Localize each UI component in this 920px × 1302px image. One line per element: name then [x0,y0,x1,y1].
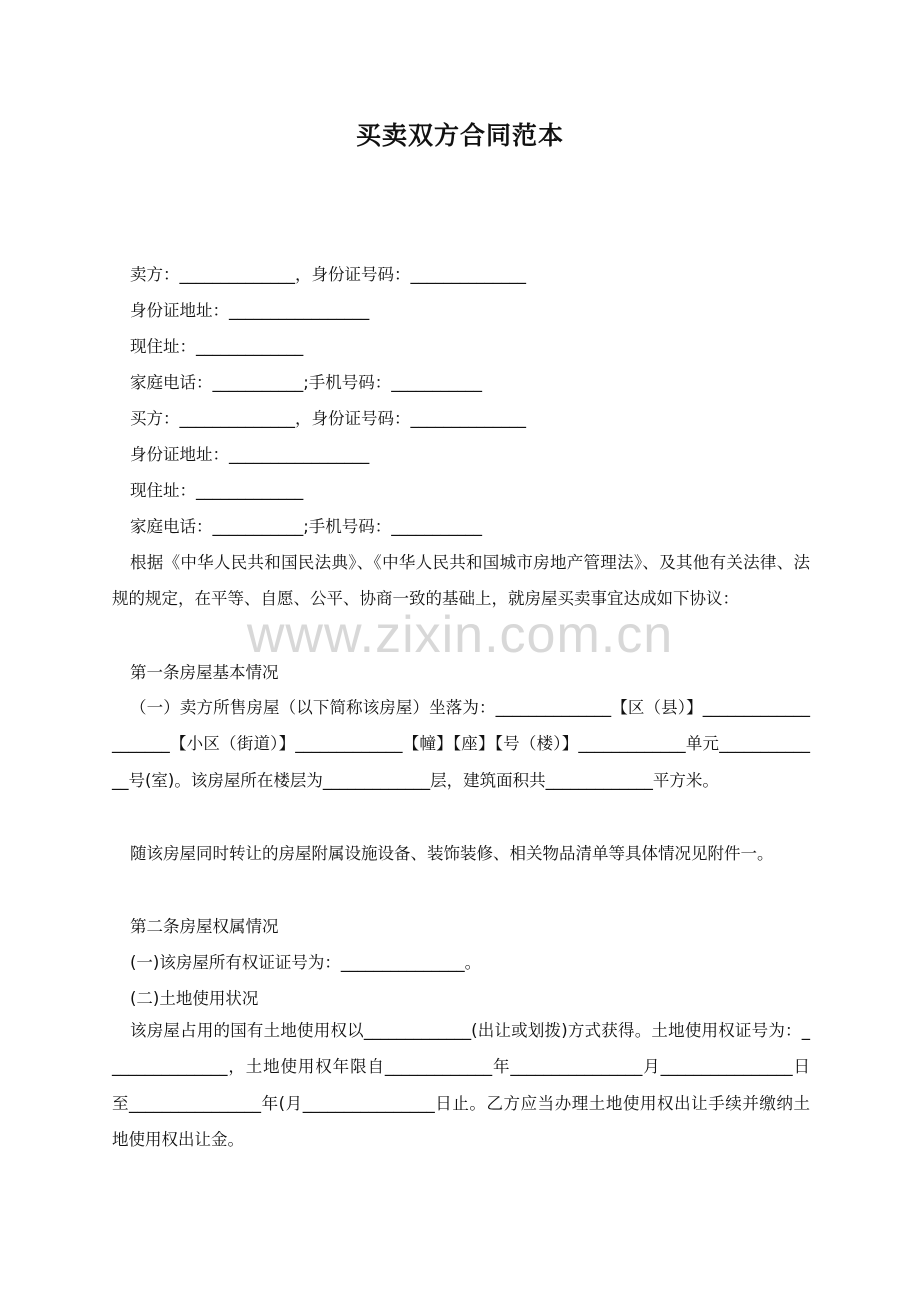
article2-clause1: (一)该房屋所有权证证号为：_______________。 [130,953,482,972]
watermark: www.zixin.com.cn [246,606,674,664]
seller-phone-line: 家庭电话：___________;手机号码：___________ [130,373,483,392]
article2-heading: 第二条房屋权属情况 [130,917,279,936]
seller-current-address-line: 现住址：_____________ [130,337,304,356]
article1-clause2: 随该房屋同时转让的房屋附属设施设备、装饰装修、相关物品清单等具体情况见附件一。 [130,844,774,863]
seller-id-address-line: 身份证地址：_________________ [130,301,370,320]
buyer-id-address-line: 身份证地址：_________________ [130,445,370,464]
article2-clause2-heading: (二)土地使用状况 [130,989,259,1008]
article1-clause1: （一）卖方所售房屋（以下简称该房屋）坐落为：______________【区（县）】____________________【小区（街道）】_____________【幢】【座】【号（楼）】_____________单元_____________号(室)。该房屋所在楼层为_____________层，建筑面积共_____________平方米。 [112,698,810,790]
document-title: 买卖双方合同范本 [355,121,564,150]
article2-clause2: 该房屋占用的国有土地使用权以_____________(出让或划拨)方式获得。土地使用权证号为：_______________，土地使用权年限自_____________年________________月________________日至________________年(月________________日止。乙方应当办理土地使用权出让手续并缴纳土地使用权出让金。 [112,1021,810,1149]
article1-heading: 第一条房屋基本情况 [130,663,279,682]
buyer-id-line: 买方：______________，身份证号码：______________ [130,409,526,428]
preamble-paragraph: 根据《中华人民共和国民法典》、《中华人民共和国城市房地产管理法》、及其他有关法律、法规的规定，在平等、自愿、公平、协商一致的基础上，就房屋买卖事宜达成如下协议： [112,553,810,609]
buyer-phone-line: 家庭电话：___________;手机号码：___________ [130,517,483,536]
buyer-current-address-line: 现住址：_____________ [130,481,304,500]
seller-id-line: 卖方：______________，身份证号码：______________ [130,265,526,284]
